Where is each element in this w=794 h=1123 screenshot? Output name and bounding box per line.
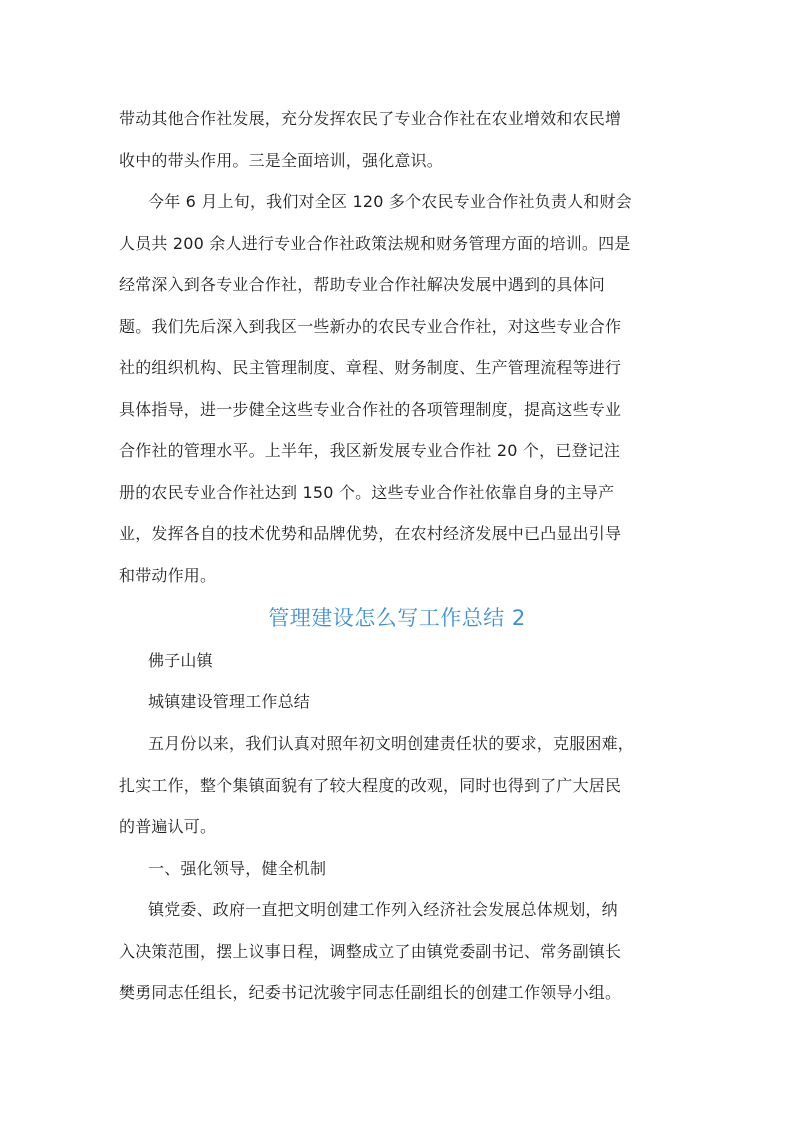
text-line: 业，发挥各自的技术优势和品牌优势，在农村经济发展中已凸显出引导 [119,524,622,543]
text-line: 城镇建设管理工作总结 [148,692,311,711]
paragraph-leadership [119,889,679,1014]
text-line: 一、强化领导，健全机制 [148,859,327,878]
text-line: 合作社的管理水平。上半年，我区新发展专业合作社 20 个，已登记注 [119,441,621,460]
town-name [119,640,679,682]
text-line: 册的农民专业合作社达到 150 个。这些专业合作社依靠自身的主导产 [119,482,615,502]
text-line: 带动其他合作社发展，充分发挥农民了专业合作社在农业增效和农民增 [119,109,622,128]
text-line: 入决策范围，摆上议事日程，调整成立了由镇党委副书记、常务副镇长 [119,941,622,961]
text-line: 人员共 200 余人进行专业合作社政策法规和财务管理方面的培训。四是 [119,233,631,253]
text-line: 樊勇同志任组长，纪委书记沈骏宇同志任副组长的创建工作领导小组。 [119,983,622,1002]
text-line: 经常深入到各专业合作社，帮助专业合作社解决发展中遇到的具体问 [119,275,606,294]
text-line: 扎实工作，整个集镇面貌有了较大程度的改观，同时也得到了广大居民 [119,775,622,795]
text-line: 收中的带头作用。三是全面培训，强化意识。 [119,150,444,170]
paragraph-continued [119,98,679,181]
text-line: 社的组织机构、民主管理制度、章程、财务制度、生产管理流程等进行 [119,358,622,377]
text-line: 题。我们先后深入到我区一些新办的农民专业合作社，对这些专业合作 [119,316,622,336]
text-line: 和带动作用。 [119,565,217,585]
report-subtitle [119,681,679,723]
section-title-1 [119,848,679,890]
paragraph-training [119,181,679,596]
text-line: 的普遍认可。 [119,817,217,836]
section-heading: 管理建设怎么写工作总结 2 [268,606,526,630]
text-line: 今年 6 月上旬，我们对全区 120 多个农民专业合作社负责人和财会 [148,192,632,211]
text-line: 镇党委、政府一直把文明创建工作列入经济社会发展总体规划，纳 [148,900,618,919]
text-line: 佛子山镇 [148,651,213,670]
paragraph-intro [119,723,679,848]
text-line: 五月份以来，我们认真对照年初文明创建责任状的要求，克服困难， [148,734,635,753]
text-line: 具体指导，进一步健全这些专业合作社的各项管理制度，提高这些专业 [119,399,622,419]
